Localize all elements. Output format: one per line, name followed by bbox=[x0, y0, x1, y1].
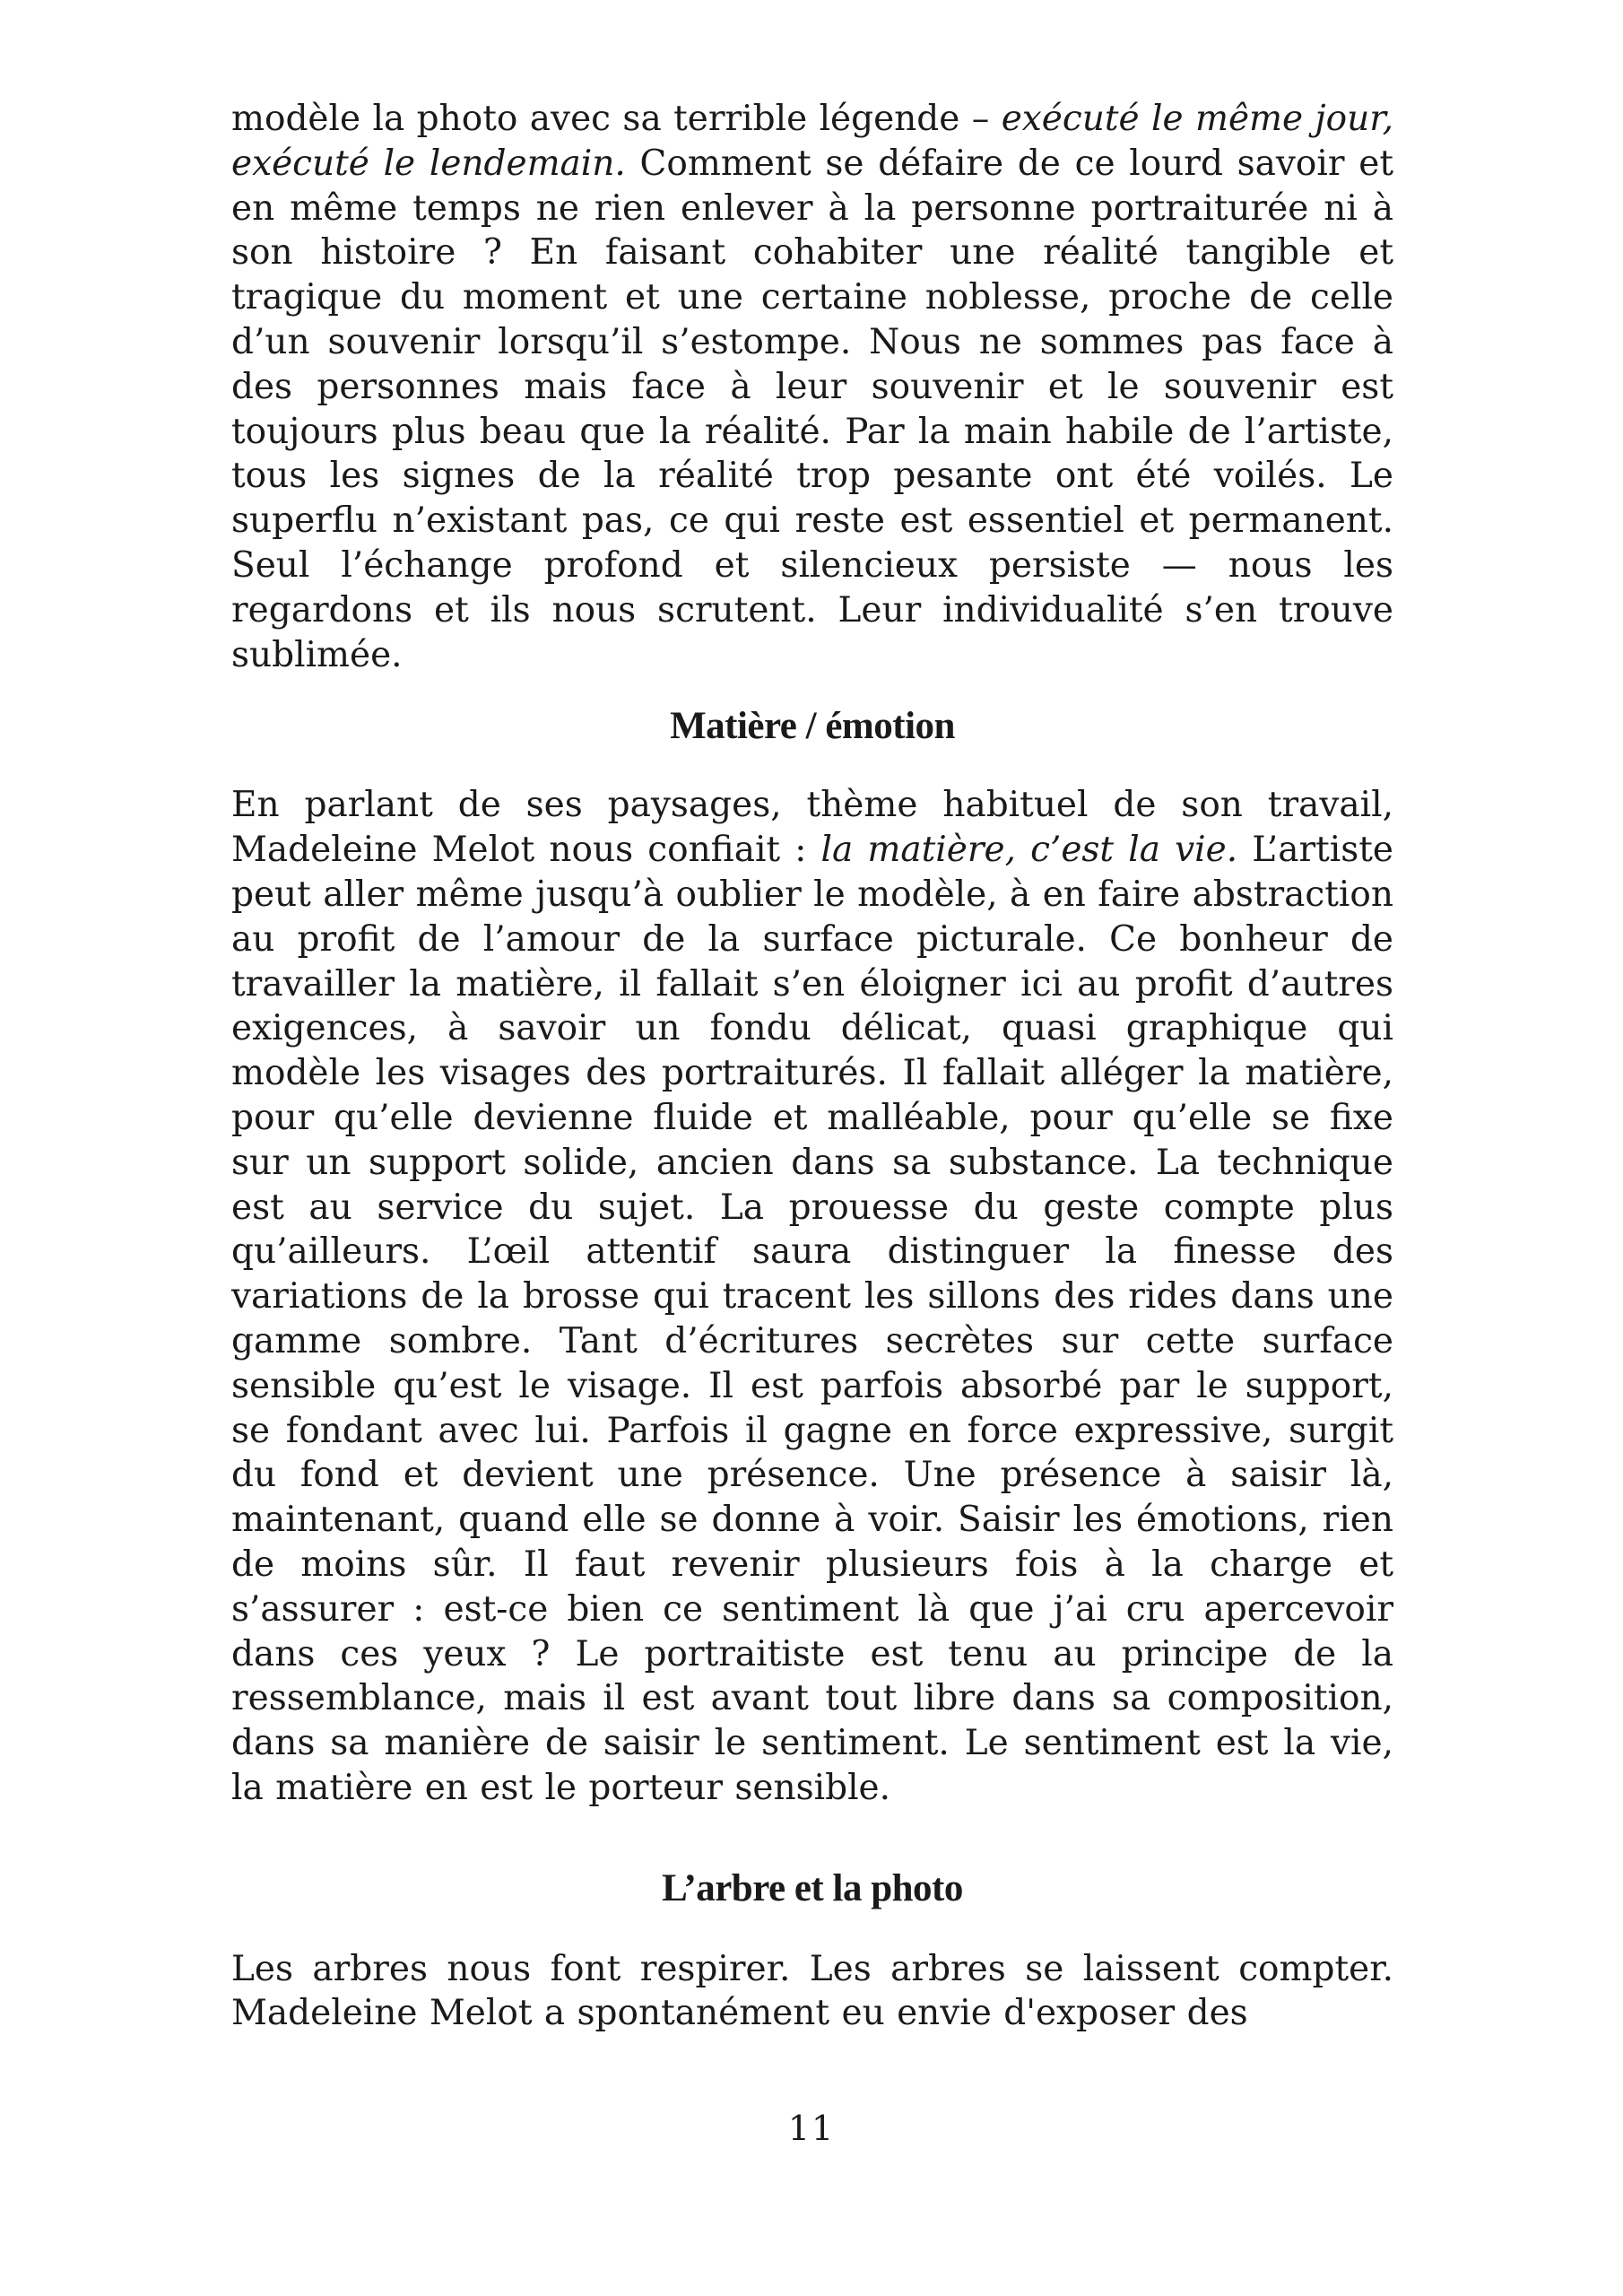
paragraph-matiere bbox=[231, 783, 1393, 1810]
paragraph-arbres: Les arbres nous font respirer. Les arbres se laissent compter. Madeleine Melot a spontanément eu envie d'exposer des bbox=[231, 1948, 1393, 2034]
page-body bbox=[231, 97, 1393, 2036]
paragraph-text: modèle la photo avec sa terrible légende – bbox=[231, 99, 1002, 139]
paragraph-text: Comment se défaire de ce lourd savoir et en même temps ne rien enlever à la personne portraiturée ni à son histoire ? En faisant cohabiter une réalité tangible et tragique du moment et une certaine noblesse, proche de celle d’un souvenir lorsqu’il s’estompe. Nous ne sommes pas face à des personnes mais face à leur souvenir et le souvenir est toujours plus beau que la réalité. Par la main habile de l’artiste, tous les signes de la réalité trop pesante ont été voilés. Le superflu n’existant pas, ce qui reste est essentiel et permanent. Seul l’échange profond et silencieux persiste — nous les regardons et ils nous scrutent. Leur individualité s’en trouve sublimée. bbox=[231, 143, 1393, 675]
italic-quote: exécuté le même jour, exécuté le lendemain. bbox=[231, 99, 1393, 184]
paragraph-intro bbox=[231, 97, 1393, 677]
page-number: 11 bbox=[787, 2109, 836, 2148]
paragraph-text: L’artiste peut aller même jusqu’à oublier le modèle, à en faire abstraction au profit de l’amour de la surface picturale. Ce bonheur de travailler la matière, il fallait s’en éloigner ici au profit d’autres exigences, à savoir un fondu délicat, quasi graphique qui modèle les visages des portraiturés. Il fallait alléger la matière, pour qu’elle devienne fluide et malléable, pour qu’elle se fixe sur un support solide, ancien dans sa substance. La technique est au service du sujet. La prouesse du geste compte plus qu’ailleurs. L’œil attentif saura distinguer la finesse des variations de la brosse qui tracent les sillons des rides dans une gamme sombre. Tant d’écritures secrètes sur cette surface sensible qu’est le visage. Il est parfois absorbé par le support, se fondant avec lui. Parfois il gagne en force expressive, surgit du fond et devient une présence. Une présence à saisir là, maintenant, quand elle se donne à voir. Saisir les émotions, rien de moins sûr. Il faut revenir plusieurs fois à la charge et s’assurer : est-ce bien ce sentiment là que j’ai cru apercevoir dans ces yeux ? Le portraitiste est tenu au principe de la ressemblance, mais il est avant tout libre dans sa composition, dans sa manière de saisir le sentiment. Le sentiment est la vie, la matière en est le porteur sensible. bbox=[231, 830, 1394, 1808]
italic-quote: la matière, c’est la vie. bbox=[820, 830, 1238, 871]
section-heading-matiere-emotion: Matière / émotion bbox=[670, 705, 955, 748]
section-heading-arbre-photo: L’arbre et la photo bbox=[662, 1866, 963, 1909]
paragraph-text: En parlant de ses paysages, thème habituel de son travail, Madeleine Melot nous confiait : bbox=[231, 785, 1393, 871]
